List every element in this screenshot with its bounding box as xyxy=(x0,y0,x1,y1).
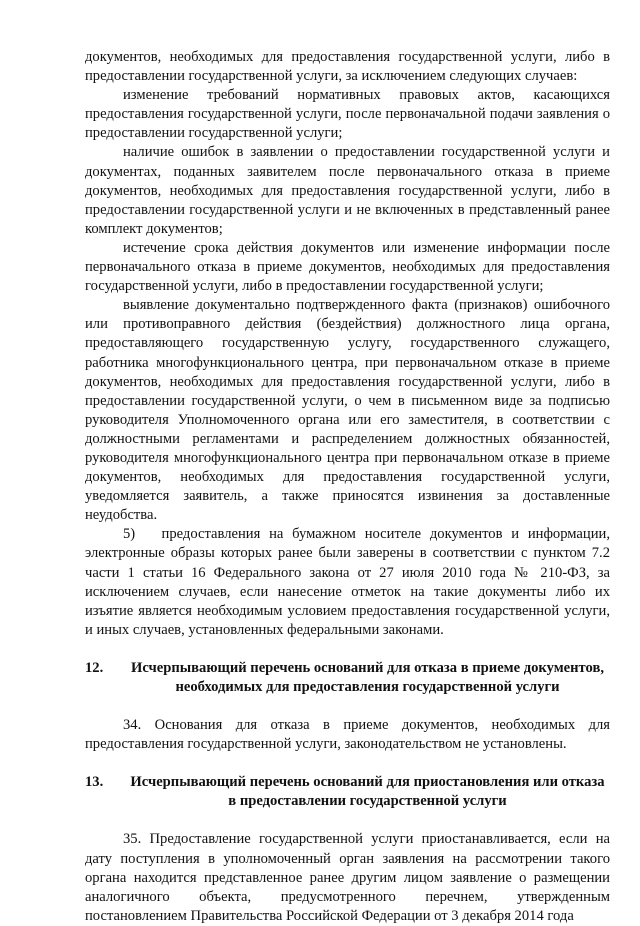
section-13-heading xyxy=(85,773,610,811)
paragraph-item-5: 5) предоставления на бумажном носителе документов и информации, электронные образы которых ранее были заверены в соответствии с пунктом 7.2 части 1 статьи 16 Федерального закона от 27 июля 2010 года № 210-ФЗ, за исключением случаев, если нанесение отметок на такие документы либо их изъятие является необходимым условием предоставления государственной услуги, и иных случаев, установленных федеральными законами. xyxy=(85,526,610,638)
section-12-title: Исчерпывающий перечень оснований для отказа в приеме документов, необходимых для предоставления государственной услуги xyxy=(131,659,604,695)
paragraph-case-1: изменение требований нормативных правовых актов, касающихся предоставления государственной услуги, после первоначальной подачи заявления о предоставлении государственной услуги; xyxy=(85,87,610,142)
spacer xyxy=(85,811,610,830)
section-12-heading xyxy=(85,659,610,697)
spacer xyxy=(85,640,610,659)
spacer xyxy=(85,754,610,773)
section-12-number: 12. xyxy=(85,659,104,676)
spacer xyxy=(85,697,610,716)
paragraph-35: 35. Предоставление государственной услуги приостанавливается, если на дату поступления в уполномоченный орган заявления на рассмотрении такого органа находится представленное ранее другим лицом заявление о размещении аналогичного объекта, предусмотренного перечнем, утвержденным постановлением Правительства Российской Федерации от 3 декабря 2014 года xyxy=(85,831,610,924)
paragraph-case-3: истечение срока действия документов или изменение информации после первоначального отказа в приеме документов, необходимых для предоставления государственной услуги, либо в предоставлении государственной услуги; xyxy=(85,239,610,295)
section-13-title: Исчерпывающий перечень оснований для приостановления или отказа в предоставлении государственной услуги xyxy=(130,774,605,810)
paragraph-case-2: наличие ошибок в заявлении о предоставлении государственной услуги и документах, поданных заявителем после первоначального отказа в приеме документов, необходимых для предоставления государственной услуги, либо в предоставлении государственной услуги и не включенных в представленный ранее комплект документов; xyxy=(85,144,610,237)
paragraph-intro: документов, необходимых для предоставления государственной услуги, либо в предоставлении государственной услуги, за исключением следующих случаев: xyxy=(85,49,610,85)
paragraph-case-4: выявление документально подтвержденного факта (признаков) ошибочного или противоправного действия (бездействия) должностного лица органа, предоставляющего государственную услугу, государственного служащего, работника многофункционального центра, при первоначальном отказе в приеме документов, необходимых для предоставления государственной услуги, либо в предоставлении государственной услуги, о чем в письменном виде за подписью руководителя Уполномоченного органа или его заместителя, в соответствии с должностными регламентами и распределением должностных обязанностей, руководителя многофункционального центра при первоначальном отказе в приеме документов, необходимых для предоставления государственной услуги, уведомляется заявитель, а также приносятся извинения за доставленные неудобства. xyxy=(85,297,610,524)
paragraph-34: 34. Основания для отказа в приеме документов, необходимых для предоставления государственной услуги, законодательством не установлены. xyxy=(85,717,610,753)
section-13-number: 13. xyxy=(85,774,104,791)
